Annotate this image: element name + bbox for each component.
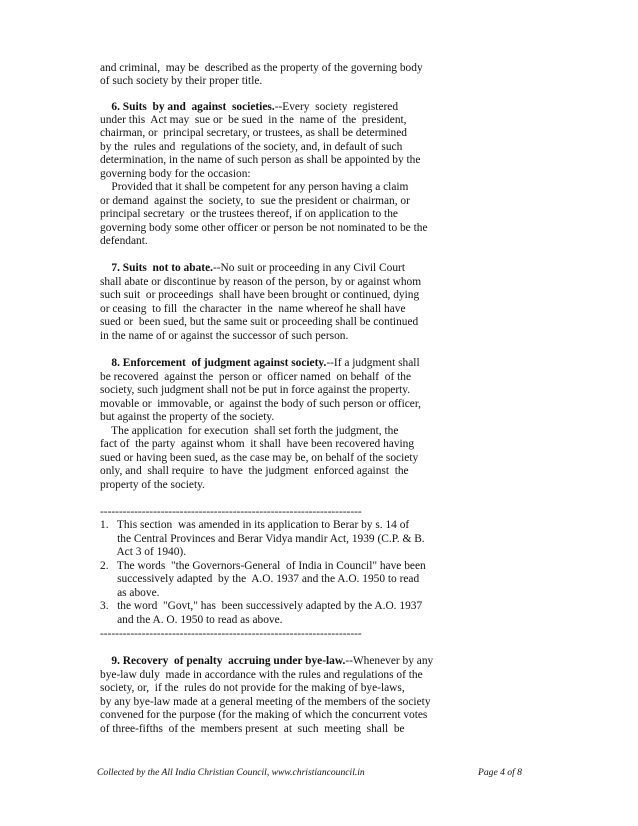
section-6-first-line xyxy=(100,101,398,114)
section-7-first-line xyxy=(100,262,405,275)
section-9-line: convened for the purpose (for the making of which the concurrent votes xyxy=(100,709,428,721)
section-9-line: society, or, if the rules do not provide for the making of bye-laws, xyxy=(100,682,405,694)
section-7-line: or ceasing to fill the character in the name whereof he shall have xyxy=(100,303,406,315)
intro-line: of such society by their proper title. xyxy=(100,75,263,87)
section-9-first-line xyxy=(100,655,433,668)
section-6-line: under this Act may sue or be sued in the name of the president, xyxy=(100,114,407,126)
footnote-line: the Central Provinces and Berar Vidya mandir Act, 1939 (C.P. & B. xyxy=(100,533,425,545)
footer-source: Collected by the All India Christian Council, www.christiancouncil.in xyxy=(97,767,365,778)
section-6-line: or demand against the society, to sue the president or chairman, or xyxy=(100,195,410,207)
section-6-line: principal secretary or the trustees thereof, if on application to the xyxy=(100,208,398,220)
section-9-heading: 9. Recovery of penalty accruing under bye-law. xyxy=(111,655,346,667)
section-8-heading: 8. Enforcement of judgment against society. xyxy=(111,357,327,369)
section-6-line: Provided that it shall be competent for any person having a claim xyxy=(100,181,409,193)
section-7-line: in the name of or against the successor of such person. xyxy=(100,330,349,342)
section-8-line: The application for execution shall set forth the judgment, the xyxy=(100,425,399,437)
footnote-line: and the A. O. 1950 to read as above. xyxy=(100,614,283,626)
section-8-line: only, and shall require to have the judgment enforced against the xyxy=(100,465,409,477)
section-9-line: bye-law duly made in accordance with the rules and regulations of the xyxy=(100,669,423,681)
footnote-line: 1. This section was amended in its application to Berar by s. 14 of xyxy=(100,519,410,531)
section-6-line: determination, in the name of such person as shall be appointed by the xyxy=(100,154,421,166)
footnote-line: successively adapted by the A.O. 1937 and the A.O. 1950 to read xyxy=(100,573,420,585)
section-8-line: sued or having been sued, as the case may be, on behalf of the society xyxy=(100,452,419,464)
section-8-line: society, such judgment shall not be put in force against the property. xyxy=(100,384,411,396)
section-7-line: such suit or proceedings shall have been brought or continued, dying xyxy=(100,289,420,301)
section-9-line: by any bye-law made at a general meeting of the members of the society xyxy=(100,696,431,708)
intro-line: and criminal, may be described as the property of the governing body xyxy=(100,62,423,74)
section-7-first-text: --No suit or proceeding in any Civil Court xyxy=(212,262,405,274)
section-8-first-line xyxy=(100,357,420,370)
section-6-line: governing body for the occasion: xyxy=(100,168,251,180)
footnote-line: 2. The words "the Governors-General of India in Council" have been xyxy=(100,560,426,572)
section-8-line: be recovered against the person or officer named on behalf of the xyxy=(100,371,412,383)
footnote-rule: --------------------------------------------------------------------- xyxy=(100,506,362,518)
section-8-line: property of the society. xyxy=(100,479,205,491)
section-8-first-text: --If a judgment shall xyxy=(326,357,420,369)
footer-page-number: Page 4 of 8 xyxy=(478,767,522,778)
section-6-line: chairman, or principal secretary, or trustees, as shall be determined xyxy=(100,127,408,139)
footnote-line: 3. the word "Govt," has been successively adapted by the A.O. 1937 xyxy=(100,600,423,612)
section-6-heading: 6. Suits by and against societies. xyxy=(111,101,275,113)
section-6-first-text: --Every society registered xyxy=(274,101,399,113)
section-6-line: defendant. xyxy=(100,235,148,247)
section-6-line: by the rules and regulations of the society, and, in default of such xyxy=(100,141,403,153)
section-8-line: movable or immovable, or against the body of such person or officer, xyxy=(100,398,422,410)
section-7-line: shall abate or discontinue by reason of the person, by or against whom xyxy=(100,276,422,288)
section-8-line: but against the property of the society. xyxy=(100,411,275,423)
footnote-rule: --------------------------------------------------------------------- xyxy=(100,628,362,640)
footnote-line: as above. xyxy=(100,587,160,599)
section-9-first-text: --Whenever by any xyxy=(345,655,434,667)
section-9-line: of three-fifths of the members present at such meeting shall be xyxy=(100,723,405,735)
section-7-line: sued or been sued, but the same suit or proceeding shall be continued xyxy=(100,316,419,328)
section-7-heading: 7. Suits not to abate. xyxy=(111,262,213,274)
footnote-line: Act 3 of 1940). xyxy=(100,546,187,558)
section-8-line: fact of the party against whom it shall have been recovered having xyxy=(100,438,415,450)
section-6-line: governing body some other officer or person be not nominated to be the xyxy=(100,222,428,234)
